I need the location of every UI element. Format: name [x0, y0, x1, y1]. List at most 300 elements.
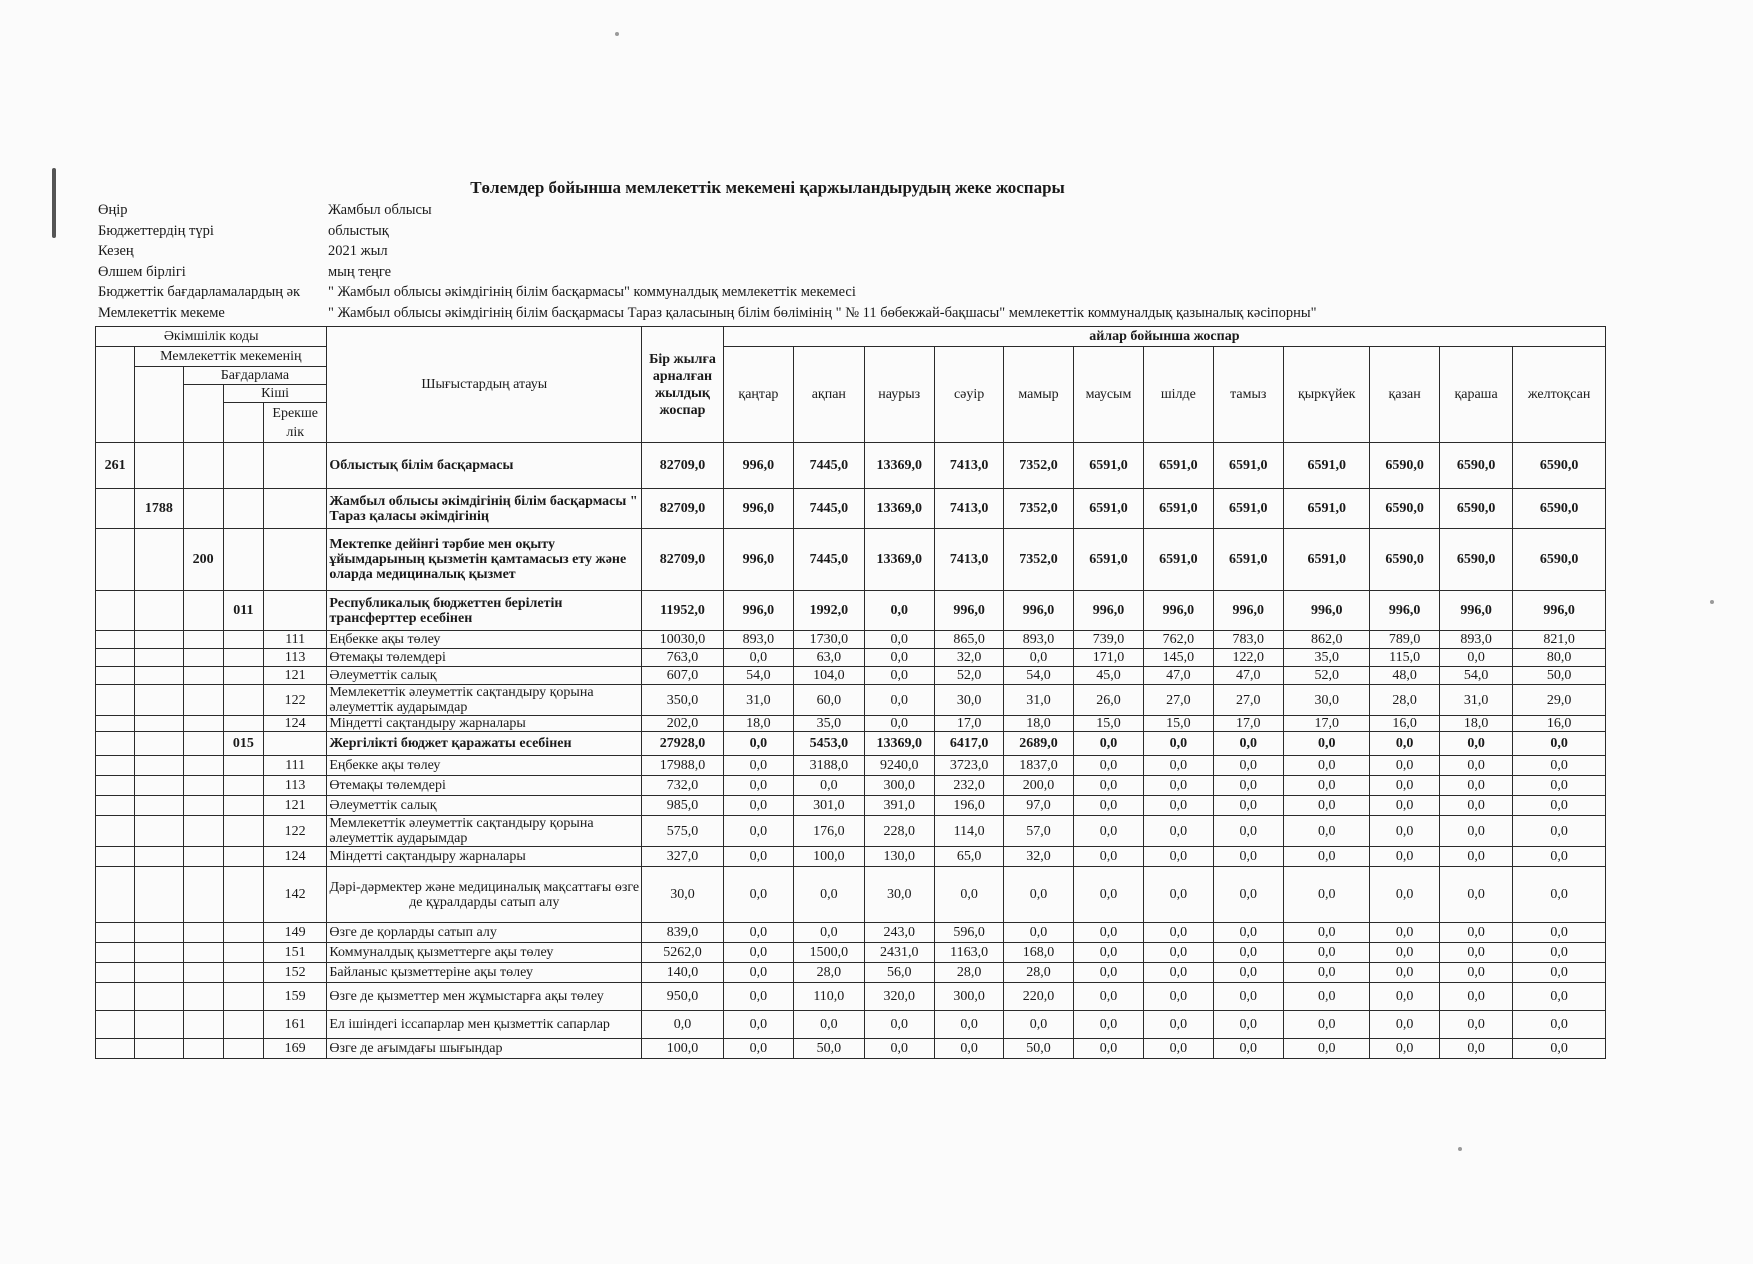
program-code-cell — [183, 847, 223, 867]
month-value-cell: 0,0 — [1213, 796, 1283, 816]
scan-speck — [615, 32, 619, 36]
month-value-cell: 893,0 — [1004, 631, 1073, 649]
annual-plan-cell: 27928,0 — [642, 732, 723, 756]
month-value-cell: 0,0 — [1073, 756, 1143, 776]
month-value-cell: 31,0 — [1439, 685, 1512, 716]
annual-plan-cell: 10030,0 — [642, 631, 723, 649]
specific-code-cell — [263, 732, 326, 756]
month-value-cell: 16,0 — [1370, 716, 1439, 732]
month-value-cell: 996,0 — [723, 529, 793, 591]
month-value-cell: 104,0 — [794, 667, 864, 685]
program-code-cell — [183, 685, 223, 716]
program-code-cell — [183, 943, 223, 963]
month-value-cell: 0,0 — [1144, 816, 1213, 847]
month-value-cell: 0,0 — [1213, 1011, 1283, 1039]
table-row — [96, 847, 1606, 867]
month-value-cell: 0,0 — [1513, 756, 1606, 776]
institution-code-cell — [135, 796, 183, 816]
subprogram-code-cell — [223, 667, 263, 685]
month-value-cell: 52,0 — [934, 667, 1003, 685]
specific-code-cell: 113 — [263, 776, 326, 796]
meta-value: 2021 жыл — [328, 243, 388, 260]
month-value-cell: 13369,0 — [864, 489, 934, 529]
month-value-cell: 0,0 — [1004, 649, 1073, 667]
month-value-cell: 0,0 — [1283, 847, 1370, 867]
month-value-cell: 220,0 — [1004, 983, 1073, 1011]
month-value-cell: 0,0 — [1439, 983, 1512, 1011]
month-value-cell: 7445,0 — [794, 489, 864, 529]
institution-code-cell — [135, 649, 183, 667]
month-value-cell: 6590,0 — [1439, 443, 1512, 489]
specific-code-cell — [263, 529, 326, 591]
expense-name-cell: Өзге де ағымдағы шығындар — [327, 1039, 642, 1059]
program-code-cell — [183, 716, 223, 732]
month-value-cell: 7352,0 — [1004, 489, 1073, 529]
month-value-cell: 0,0 — [1144, 983, 1213, 1011]
month-value-cell: 47,0 — [1144, 667, 1213, 685]
month-value-cell: 7445,0 — [794, 443, 864, 489]
month-value-cell: 114,0 — [934, 816, 1003, 847]
month-value-cell: 300,0 — [864, 776, 934, 796]
month-value-cell: 0,0 — [1213, 816, 1283, 847]
month-value-cell: 0,0 — [1370, 816, 1439, 847]
month-value-cell: 0,0 — [794, 867, 864, 923]
month-value-cell: 0,0 — [1283, 796, 1370, 816]
month-value-cell: 32,0 — [934, 649, 1003, 667]
month-value-cell: 0,0 — [1283, 1039, 1370, 1059]
expense-name-cell: Міндетті сақтандыру жарналары — [327, 716, 642, 732]
month-value-cell: 0,0 — [723, 649, 793, 667]
table-row — [96, 867, 1606, 923]
month-value-cell: 0,0 — [1370, 923, 1439, 943]
month-value-cell: 7352,0 — [1004, 529, 1073, 591]
month-value-cell: 171,0 — [1073, 649, 1143, 667]
month-value-cell: 57,0 — [1004, 816, 1073, 847]
month-value-cell: 0,0 — [1370, 1039, 1439, 1059]
subprogram-code-cell — [223, 943, 263, 963]
meta-value: " Жамбыл облысы әкімдігінің білім басқармасы Тараз қаласының білім бөлімінің " № 11 бөбекжай-бақшасы" мемлекеттік коммуналдық қазыналық кәсіпорны" — [328, 304, 1317, 321]
month-value-cell: 0,0 — [1213, 1039, 1283, 1059]
state-institution-header: Мемлекеттік мекеменің — [135, 347, 327, 367]
month-value-cell: 300,0 — [934, 983, 1003, 1011]
admin-code-cell — [96, 867, 135, 923]
month-value-cell: 0,0 — [1213, 943, 1283, 963]
program-code-cell — [183, 649, 223, 667]
month-value-cell: 0,0 — [1513, 963, 1606, 983]
subprogram-header: Кіші — [223, 385, 327, 403]
month-value-cell: 3723,0 — [934, 756, 1003, 776]
month-value-cell: 6590,0 — [1439, 529, 1512, 591]
month-value-cell: 60,0 — [794, 685, 864, 716]
blank-header-cell — [96, 347, 135, 443]
table-row — [96, 756, 1606, 776]
month-value-cell: 996,0 — [1283, 591, 1370, 631]
month-value-cell: 0,0 — [1439, 847, 1512, 867]
month-value-cell: 28,0 — [1004, 963, 1073, 983]
month-value-cell: 0,0 — [1283, 923, 1370, 943]
table-row — [96, 649, 1606, 667]
program-code-cell — [183, 732, 223, 756]
specific-code-cell: 149 — [263, 923, 326, 943]
month-value-cell: 996,0 — [1144, 591, 1213, 631]
month-value-cell: 0,0 — [864, 667, 934, 685]
month-value-cell: 97,0 — [1004, 796, 1073, 816]
month-value-cell: 13369,0 — [864, 443, 934, 489]
annual-plan-cell: 17988,0 — [642, 756, 723, 776]
meta-row — [98, 303, 1518, 324]
month-header: сәуір — [934, 347, 1003, 443]
month-value-cell: 0,0 — [1439, 943, 1512, 963]
month-value-cell: 0,0 — [1513, 816, 1606, 847]
month-value-cell: 0,0 — [1513, 867, 1606, 923]
expense-name-cell: Еңбекке ақы төлеу — [327, 631, 642, 649]
expense-name-cell: Мектепке дейінгі тәрбие мен оқыту ұйымдарының қызметін қамтамасыз ету және оларда медициналық қызмет — [327, 529, 642, 591]
annual-plan-cell: 5262,0 — [642, 943, 723, 963]
table-row — [96, 943, 1606, 963]
month-value-cell: 0,0 — [723, 816, 793, 847]
subprogram-code-cell — [223, 489, 263, 529]
institution-code-cell — [135, 732, 183, 756]
admin-code-cell — [96, 631, 135, 649]
month-value-cell: 6590,0 — [1370, 489, 1439, 529]
month-value-cell: 1163,0 — [934, 943, 1003, 963]
month-value-cell: 145,0 — [1144, 649, 1213, 667]
month-value-cell: 196,0 — [934, 796, 1003, 816]
month-value-cell: 47,0 — [1213, 667, 1283, 685]
subprogram-code-cell: 011 — [223, 591, 263, 631]
specific-code-cell: 152 — [263, 963, 326, 983]
meta-label: Өлшем бірлігі — [98, 263, 186, 280]
institution-code-cell — [135, 529, 183, 591]
month-value-cell: 0,0 — [1370, 776, 1439, 796]
month-value-cell: 0,0 — [723, 867, 793, 923]
month-value-cell: 6591,0 — [1283, 443, 1370, 489]
month-value-cell: 1730,0 — [794, 631, 864, 649]
month-value-cell: 0,0 — [1283, 732, 1370, 756]
program-code-cell — [183, 867, 223, 923]
month-value-cell: 0,0 — [1283, 943, 1370, 963]
blank-header-cell — [135, 367, 183, 443]
table-row — [96, 489, 1606, 529]
month-value-cell: 3188,0 — [794, 756, 864, 776]
month-value-cell: 6590,0 — [1513, 443, 1606, 489]
meta-row — [98, 200, 1518, 221]
month-value-cell: 63,0 — [794, 649, 864, 667]
table-row — [96, 667, 1606, 685]
month-header: қаңтар — [723, 347, 793, 443]
month-value-cell: 0,0 — [1144, 796, 1213, 816]
month-value-cell: 0,0 — [1213, 756, 1283, 776]
month-value-cell: 0,0 — [794, 1011, 864, 1039]
meta-value: мың теңге — [328, 263, 392, 280]
month-value-cell: 32,0 — [1004, 847, 1073, 867]
specific-code-cell: 161 — [263, 1011, 326, 1039]
monthly-plan-header: айлар бойынша жоспар — [723, 327, 1605, 347]
subprogram-code-cell — [223, 685, 263, 716]
month-value-cell: 0,0 — [723, 796, 793, 816]
month-value-cell: 0,0 — [1283, 776, 1370, 796]
program-code-cell — [183, 443, 223, 489]
admin-code-cell — [96, 716, 135, 732]
month-value-cell: 0,0 — [1073, 1011, 1143, 1039]
month-value-cell: 0,0 — [1513, 983, 1606, 1011]
expense-name-cell: Еңбекке ақы төлеу — [327, 756, 642, 776]
institution-code-cell — [135, 685, 183, 716]
table-row — [96, 732, 1606, 756]
month-value-cell: 1837,0 — [1004, 756, 1073, 776]
month-value-cell: 13369,0 — [864, 732, 934, 756]
institution-code-cell — [135, 756, 183, 776]
month-header: ақпан — [794, 347, 864, 443]
meta-label: Кезең — [98, 243, 134, 260]
admin-code-cell — [96, 591, 135, 631]
subprogram-code-cell — [223, 963, 263, 983]
blank-header-cell — [183, 385, 223, 443]
subprogram-code-cell — [223, 867, 263, 923]
specific-code-cell: 169 — [263, 1039, 326, 1059]
institution-code-cell — [135, 923, 183, 943]
month-value-cell: 18,0 — [723, 716, 793, 732]
expense-name-cell: Дәрі-дәрмектер және медициналық мақсаттағы өзге де құралдарды сатып алу — [327, 867, 642, 923]
subprogram-code-cell — [223, 796, 263, 816]
month-value-cell: 200,0 — [1004, 776, 1073, 796]
specific-code-cell: 122 — [263, 816, 326, 847]
annual-plan-cell: 607,0 — [642, 667, 723, 685]
subprogram-code-cell — [223, 631, 263, 649]
month-value-cell: 0,0 — [864, 685, 934, 716]
month-value-cell: 6590,0 — [1370, 443, 1439, 489]
month-value-cell: 52,0 — [1283, 667, 1370, 685]
specific-code-cell: 124 — [263, 716, 326, 732]
month-value-cell: 996,0 — [1073, 591, 1143, 631]
specific-code-cell: 159 — [263, 983, 326, 1011]
month-header: тамыз — [1213, 347, 1283, 443]
month-value-cell: 2431,0 — [864, 943, 934, 963]
expense-name-cell: Байланыс қызметтеріне ақы төлеу — [327, 963, 642, 983]
month-value-cell: 0,0 — [1439, 867, 1512, 923]
month-value-cell: 0,0 — [723, 776, 793, 796]
month-value-cell: 0,0 — [1073, 847, 1143, 867]
month-value-cell: 115,0 — [1370, 649, 1439, 667]
month-value-cell: 0,0 — [1073, 776, 1143, 796]
admin-code-cell — [96, 796, 135, 816]
month-value-cell: 0,0 — [1144, 943, 1213, 963]
table-row — [96, 1011, 1606, 1039]
month-value-cell: 0,0 — [1513, 847, 1606, 867]
month-value-cell: 0,0 — [1144, 847, 1213, 867]
month-header: қараша — [1439, 347, 1512, 443]
month-value-cell: 2689,0 — [1004, 732, 1073, 756]
subprogram-code-cell — [223, 443, 263, 489]
meta-label: Бюджеттік бағдарламалардың әк — [98, 284, 301, 301]
month-value-cell: 54,0 — [1439, 667, 1512, 685]
admin-code-cell — [96, 756, 135, 776]
month-value-cell: 0,0 — [1439, 796, 1512, 816]
month-value-cell: 6590,0 — [1439, 489, 1512, 529]
month-value-cell: 13369,0 — [864, 529, 934, 591]
month-value-cell: 0,0 — [1073, 963, 1143, 983]
month-value-cell: 0,0 — [1439, 963, 1512, 983]
expense-name-cell: Өзге де қорларды сатып алу — [327, 923, 642, 943]
month-value-cell: 17,0 — [1213, 716, 1283, 732]
month-value-cell: 6590,0 — [1513, 529, 1606, 591]
admin-code-cell — [96, 529, 135, 591]
month-value-cell: 0,0 — [1283, 983, 1370, 1011]
month-value-cell: 54,0 — [1004, 667, 1073, 685]
month-value-cell: 0,0 — [1439, 923, 1512, 943]
specific-code-cell: 111 — [263, 756, 326, 776]
subprogram-code-cell — [223, 716, 263, 732]
annual-plan-cell: 30,0 — [642, 867, 723, 923]
month-value-cell: 996,0 — [1513, 591, 1606, 631]
month-value-cell: 783,0 — [1213, 631, 1283, 649]
specific-code-cell: 122 — [263, 685, 326, 716]
month-header: мамыр — [1004, 347, 1073, 443]
financing-plan-table — [95, 326, 1606, 1059]
month-value-cell: 0,0 — [794, 776, 864, 796]
month-value-cell: 6591,0 — [1283, 489, 1370, 529]
month-value-cell: 0,0 — [1283, 756, 1370, 776]
program-code-cell — [183, 489, 223, 529]
specific-code-cell: 121 — [263, 796, 326, 816]
month-value-cell: 0,0 — [1073, 943, 1143, 963]
month-value-cell: 45,0 — [1073, 667, 1143, 685]
institution-code-cell: 1788 — [135, 489, 183, 529]
month-value-cell: 0,0 — [723, 923, 793, 943]
meta-row — [98, 282, 1518, 303]
institution-code-cell — [135, 631, 183, 649]
program-code-cell — [183, 1011, 223, 1039]
month-value-cell: 0,0 — [1073, 1039, 1143, 1059]
month-value-cell: 0,0 — [1370, 1011, 1439, 1039]
specific-code-cell — [263, 591, 326, 631]
month-value-cell: 130,0 — [864, 847, 934, 867]
annual-plan-cell: 82709,0 — [642, 489, 723, 529]
month-value-cell: 0,0 — [1370, 732, 1439, 756]
program-code-cell — [183, 983, 223, 1011]
month-value-cell: 7413,0 — [934, 489, 1003, 529]
month-value-cell: 789,0 — [1370, 631, 1439, 649]
table-row — [96, 716, 1606, 732]
table-header — [96, 327, 1606, 443]
month-value-cell: 0,0 — [1144, 963, 1213, 983]
month-value-cell: 301,0 — [794, 796, 864, 816]
month-value-cell: 0,0 — [1370, 867, 1439, 923]
annual-plan-header: Бір жылға арналған жылдық жоспар — [642, 327, 723, 443]
month-value-cell: 80,0 — [1513, 649, 1606, 667]
month-value-cell: 0,0 — [1144, 867, 1213, 923]
program-code-cell — [183, 776, 223, 796]
month-value-cell: 0,0 — [1439, 816, 1512, 847]
specific-code-cell: 113 — [263, 649, 326, 667]
expense-name-cell: Өзге де қызметтер мен жұмыстарға ақы төлеу — [327, 983, 642, 1011]
subprogram-code-cell — [223, 1039, 263, 1059]
month-value-cell: 6591,0 — [1213, 443, 1283, 489]
month-value-cell: 27,0 — [1213, 685, 1283, 716]
month-value-cell: 596,0 — [934, 923, 1003, 943]
table-row — [96, 685, 1606, 716]
institution-code-cell — [135, 943, 183, 963]
month-value-cell: 6591,0 — [1213, 529, 1283, 591]
month-value-cell: 0,0 — [1144, 756, 1213, 776]
month-value-cell: 0,0 — [1073, 867, 1143, 923]
month-value-cell: 6591,0 — [1073, 443, 1143, 489]
month-value-cell: 0,0 — [1283, 816, 1370, 847]
month-value-cell: 0,0 — [1073, 732, 1143, 756]
month-value-cell: 9240,0 — [864, 756, 934, 776]
month-value-cell: 0,0 — [1370, 963, 1439, 983]
annual-plan-cell: 350,0 — [642, 685, 723, 716]
month-value-cell: 320,0 — [864, 983, 934, 1011]
month-value-cell: 17,0 — [1283, 716, 1370, 732]
program-header: Бағдарлама — [183, 367, 327, 385]
expense-name-cell: Жергілікті бюджет қаражаты есебінен — [327, 732, 642, 756]
table-row — [96, 963, 1606, 983]
subprogram-code-cell — [223, 776, 263, 796]
annual-plan-cell: 82709,0 — [642, 443, 723, 489]
month-header: шілде — [1144, 347, 1213, 443]
month-value-cell: 6591,0 — [1144, 443, 1213, 489]
admin-code-cell — [96, 816, 135, 847]
month-value-cell: 15,0 — [1144, 716, 1213, 732]
month-value-cell: 893,0 — [723, 631, 793, 649]
month-value-cell: 122,0 — [1213, 649, 1283, 667]
month-value-cell: 6591,0 — [1144, 489, 1213, 529]
month-value-cell: 0,0 — [864, 631, 934, 649]
month-value-cell: 48,0 — [1370, 667, 1439, 685]
annual-plan-cell: 82709,0 — [642, 529, 723, 591]
month-value-cell: 0,0 — [723, 963, 793, 983]
month-value-cell: 16,0 — [1513, 716, 1606, 732]
month-value-cell: 391,0 — [864, 796, 934, 816]
month-value-cell: 28,0 — [934, 963, 1003, 983]
month-value-cell: 26,0 — [1073, 685, 1143, 716]
month-value-cell: 7445,0 — [794, 529, 864, 591]
month-value-cell: 0,0 — [1213, 983, 1283, 1011]
expense-name-cell: Мемлекеттік әлеуметтік сақтандыру қорына әлеуметтік аударымдар — [327, 685, 642, 716]
month-value-cell: 0,0 — [1073, 816, 1143, 847]
month-header: маусым — [1073, 347, 1143, 443]
subprogram-code-cell — [223, 847, 263, 867]
month-value-cell: 0,0 — [1370, 983, 1439, 1011]
expense-name-cell: Өтемақы төлемдері — [327, 649, 642, 667]
meta-row — [98, 221, 1518, 242]
month-value-cell: 0,0 — [1513, 1039, 1606, 1059]
month-value-cell: 7352,0 — [1004, 443, 1073, 489]
month-value-cell: 996,0 — [1213, 591, 1283, 631]
meta-label: Бюджеттердің түрі — [98, 222, 214, 239]
institution-code-cell — [135, 776, 183, 796]
month-value-cell: 739,0 — [1073, 631, 1143, 649]
month-value-cell: 996,0 — [934, 591, 1003, 631]
institution-code-cell — [135, 847, 183, 867]
month-value-cell: 0,0 — [1004, 867, 1073, 923]
month-value-cell: 54,0 — [723, 667, 793, 685]
program-code-cell — [183, 591, 223, 631]
subprogram-code-cell — [223, 923, 263, 943]
month-value-cell: 0,0 — [1439, 732, 1512, 756]
institution-code-cell — [135, 1039, 183, 1059]
month-value-cell: 0,0 — [723, 983, 793, 1011]
program-code-cell — [183, 816, 223, 847]
meta-row — [98, 262, 1518, 283]
month-value-cell: 996,0 — [723, 591, 793, 631]
scan-speck — [1710, 600, 1714, 604]
expense-name-cell: Коммуналдық қызметтерге ақы төлеу — [327, 943, 642, 963]
month-value-cell: 0,0 — [864, 649, 934, 667]
annual-plan-cell: 839,0 — [642, 923, 723, 943]
month-value-cell: 0,0 — [864, 1011, 934, 1039]
